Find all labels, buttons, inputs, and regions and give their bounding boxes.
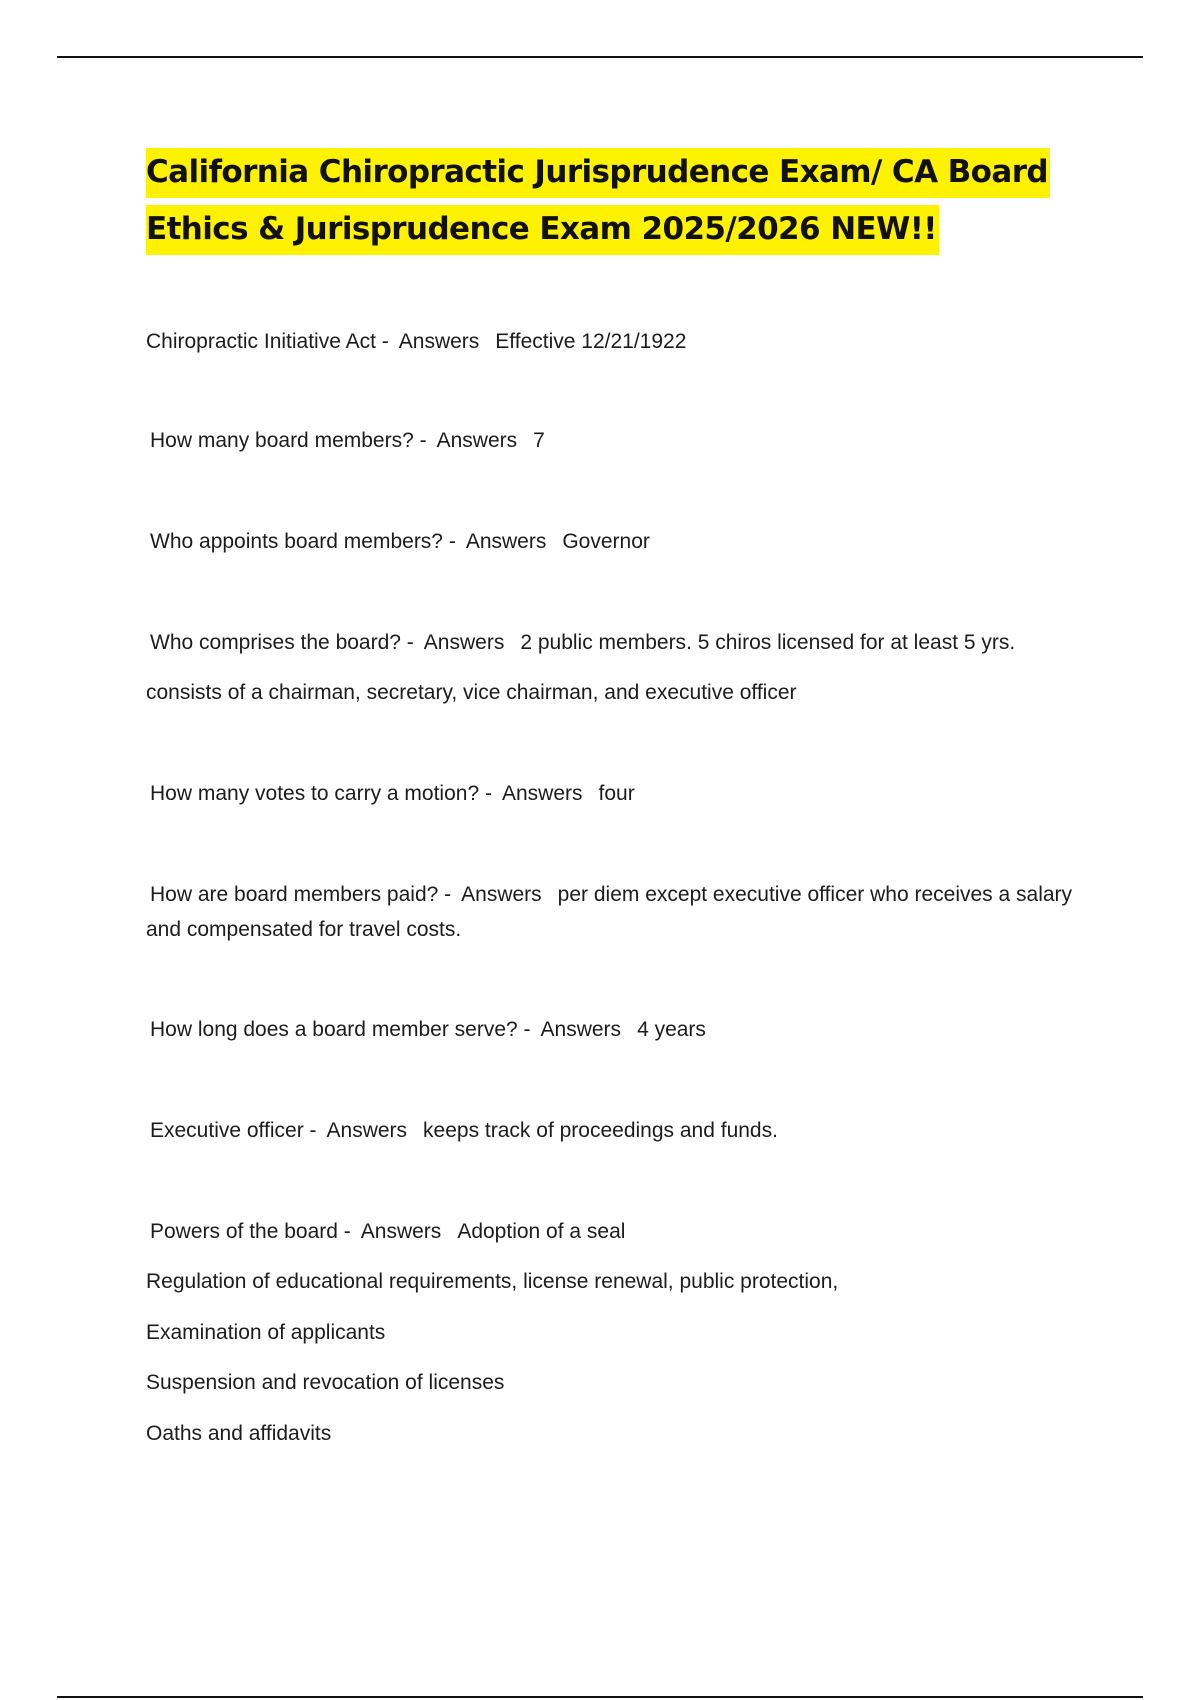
question: Executive officer - xyxy=(150,1119,317,1142)
answer-label: Answers xyxy=(461,883,542,906)
answer-label: Answers xyxy=(540,1018,622,1041)
question: Powers of the board - xyxy=(150,1220,351,1243)
top-rule xyxy=(57,56,1143,58)
answer: per diem except executive officer who receives a salary and compensated for travel costs. xyxy=(146,883,1073,941)
answer-label: Answers xyxy=(326,1119,408,1142)
qa-item xyxy=(150,428,545,454)
question: How many votes to carry a motion? - xyxy=(150,782,492,805)
qa-item xyxy=(146,329,686,355)
answer-label: Answers xyxy=(436,429,518,452)
question: How many board members? - xyxy=(150,429,427,452)
qa-item xyxy=(150,529,650,555)
answer: Effective 12/21/1922 xyxy=(495,330,687,353)
answer-label: Answers xyxy=(465,530,547,553)
answer-continuation: Regulation of educational requirements, license renewal, public protection, xyxy=(146,1270,839,1293)
qa-item xyxy=(146,877,1076,947)
answer-continuation: Examination of applicants xyxy=(146,1321,386,1344)
answer-label: Answers xyxy=(360,1220,442,1243)
qa-item xyxy=(150,1017,706,1043)
answer-continuation: consists of a chairman, secretary, vice chairman, and executive officer xyxy=(146,681,797,704)
question: How long does a board member serve? - xyxy=(150,1018,531,1041)
question: Who comprises the board? - xyxy=(150,631,414,654)
question: How are board members paid? - xyxy=(150,883,452,906)
qa-item xyxy=(150,1219,625,1245)
answer: four xyxy=(598,782,635,805)
answer: keeps track of proceedings and funds. xyxy=(423,1119,778,1142)
qa-item xyxy=(150,781,635,807)
answer: 7 xyxy=(533,429,545,452)
title-highlight: California Chiropractic Jurisprudence Exam/ CA Board Ethics & Jurisprudence Exam 2025/2026 NEW!! xyxy=(146,148,1050,255)
answer-label: Answers xyxy=(423,631,505,654)
answer-label: Answers xyxy=(398,330,480,353)
answer: 4 years xyxy=(637,1018,706,1041)
answer: Governor xyxy=(562,530,650,553)
question: Chiropractic Initiative Act - xyxy=(146,330,389,353)
answer: Adoption of a seal xyxy=(457,1220,626,1243)
answer-continuation: Oaths and affidavits xyxy=(146,1422,332,1445)
qa-item xyxy=(150,630,1015,656)
bottom-rule xyxy=(57,1696,1143,1698)
question: Who appoints board members? - xyxy=(150,530,456,553)
answer: 2 public members. 5 chiros licensed for at least 5 yrs. xyxy=(520,631,1016,654)
answer-continuation: Suspension and revocation of licenses xyxy=(146,1371,505,1394)
document-title xyxy=(146,144,1106,258)
qa-item xyxy=(150,1118,778,1144)
answer-label: Answers xyxy=(501,782,583,805)
